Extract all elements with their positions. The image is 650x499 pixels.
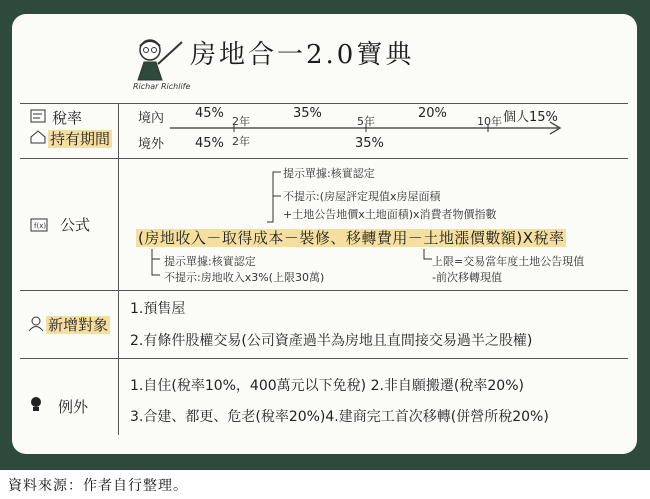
land-note-2: -前次移轉現值 bbox=[432, 271, 502, 284]
cost-note-2: 不提示:(房屋評定現值x房屋面積 bbox=[283, 190, 441, 203]
new-target-item-2: 2.有條件股權交易(公司資產過半為房地且直間接交易過半之股權) bbox=[130, 333, 533, 349]
page-title: 房地合一2.0寶典 bbox=[190, 40, 415, 70]
logo-text: Richar Richlife bbox=[133, 82, 191, 91]
lightbulb-icon bbox=[30, 396, 42, 412]
category-tax-rate: 稅率 bbox=[52, 109, 83, 127]
formula-main: (房地收入－取得成本－裝修、移轉費用－土地漲價數額)X稅率 bbox=[138, 229, 565, 247]
foreign-label: 境外 bbox=[138, 137, 165, 152]
exception-line-1: 1.自住(稅率10%，400萬元以下免稅) 2.非自願搬遷(稅率20%) bbox=[130, 378, 524, 394]
year-mark-10: 10年 bbox=[477, 115, 502, 128]
cost-note-1: 提示單據:核實認定 bbox=[283, 167, 375, 180]
svg-text:f(x): f(x) bbox=[34, 222, 47, 230]
foreign-year-mark-2: 2年 bbox=[232, 135, 250, 148]
domestic-rate-2: 35% bbox=[293, 106, 322, 121]
domestic-rate-3: 20% bbox=[418, 106, 447, 121]
formula-icon bbox=[30, 218, 48, 232]
new-target-item-1: 1.預售屋 bbox=[130, 301, 186, 317]
category-formula: 公式 bbox=[60, 216, 91, 234]
mascot-illustration bbox=[132, 36, 188, 86]
person-icon bbox=[28, 316, 44, 332]
tax-doc-icon bbox=[30, 109, 46, 123]
divider bbox=[20, 290, 628, 291]
column-divider bbox=[118, 103, 119, 435]
income-bracket bbox=[140, 245, 164, 281]
year-mark-5: 5年 bbox=[357, 115, 375, 128]
year-mark-2: 2年 bbox=[232, 115, 250, 128]
divider bbox=[20, 358, 628, 359]
cost-note-3: +土地公告地價x土地面積)x消費者物價指數 bbox=[283, 208, 497, 221]
foreign-rate-1: 45% bbox=[195, 136, 224, 151]
divider bbox=[20, 103, 628, 104]
category-new-targets: 新增對象 bbox=[48, 316, 109, 334]
income-note-1: 提示單據:核實認定 bbox=[164, 255, 256, 268]
house-icon bbox=[30, 130, 46, 144]
domestic-rate-4: 個人15% bbox=[503, 110, 558, 125]
foreign-rate-2: 35% bbox=[355, 136, 384, 151]
exception-line-2: 3.合建、都更、危老(稅率20%)4.建商完工首次移轉(併營所稅20%) bbox=[130, 409, 549, 425]
category-holding-period: 持有期間 bbox=[50, 130, 111, 148]
divider bbox=[20, 158, 628, 159]
income-note-2: 不提示:房地收入x3%(上限30萬) bbox=[164, 271, 325, 284]
domestic-rate-1: 45% bbox=[195, 106, 224, 121]
source-footer: 資料來源：作者自行整理。 bbox=[8, 478, 188, 494]
category-exceptions: 例外 bbox=[58, 398, 89, 416]
land-note-1: 上限=交易當年度土地公告現值 bbox=[432, 255, 585, 268]
domestic-label: 境內 bbox=[138, 111, 165, 126]
